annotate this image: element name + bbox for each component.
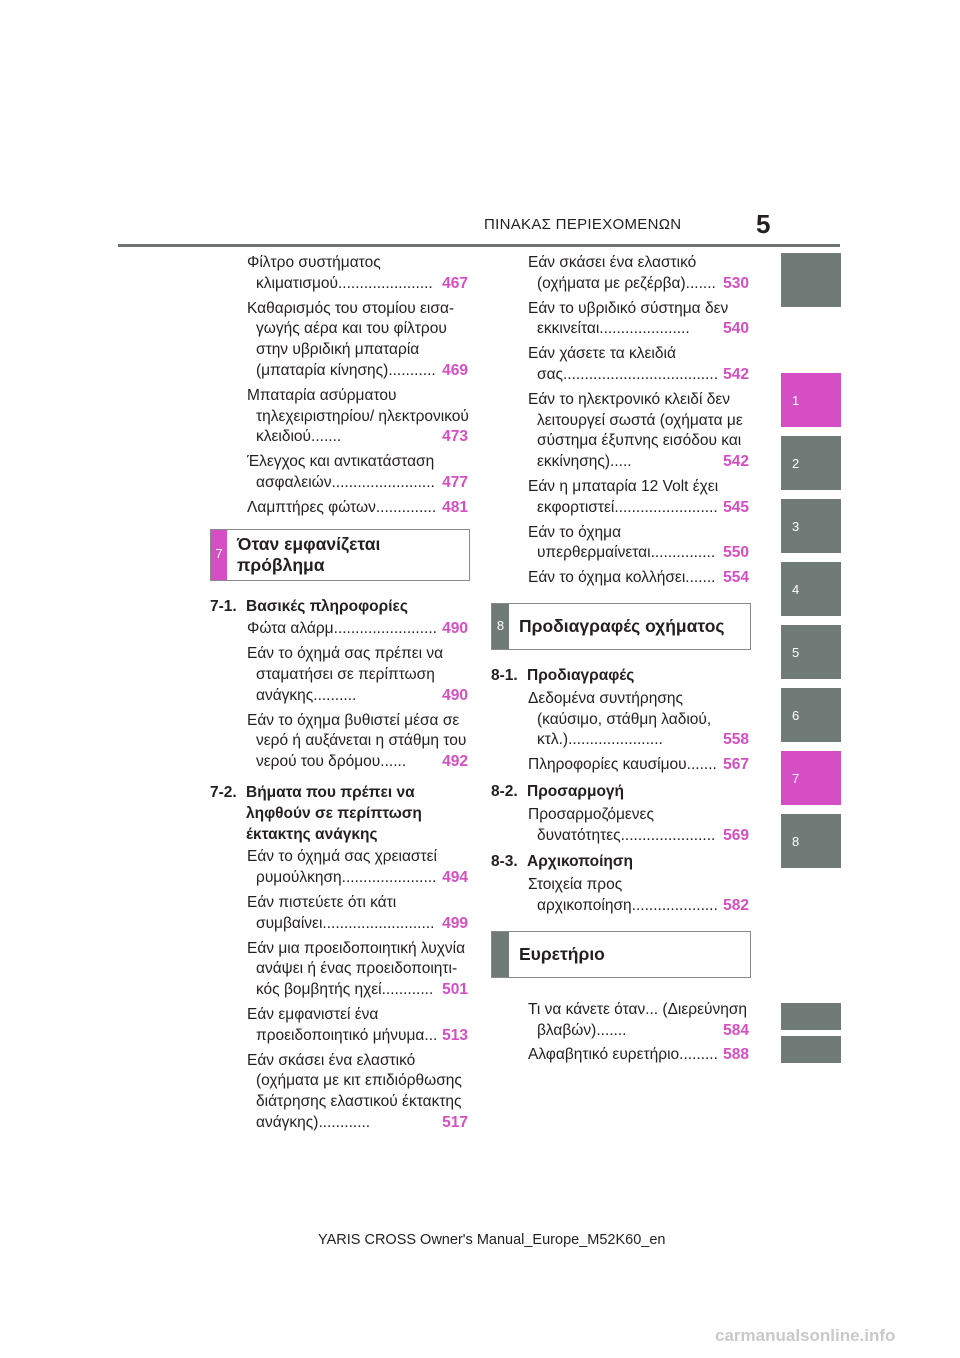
toc-entry[interactable]: Εάν σκάσει ένα ελαστικό (οχήματα με ρεζέρβα)....... 530 (491, 253, 751, 295)
page-ref: 540 (723, 320, 749, 338)
toc-entry[interactable]: Φίλτρο συστήματος κλιματισμού...................... 467 (210, 253, 470, 295)
page-ref: 542 (723, 453, 749, 471)
subsection-heading: 8-3. Αρχικοποίηση (491, 853, 633, 871)
page-ref: 550 (723, 544, 749, 562)
section-header-index[interactable] (491, 931, 751, 978)
toc-entry[interactable]: Εάν πιστεύετε ότι κάτι συμβαίνει.......................... 499 (210, 893, 470, 935)
page-ref: 469 (442, 361, 468, 379)
section-marker (492, 932, 509, 977)
page-ref: 542 (723, 365, 749, 383)
subsection-heading: 8-2. Προσαρμογή (491, 782, 625, 800)
toc-entry[interactable]: Εάν το όχημα βυθιστεί μέσα σε νερό ή αυξάνεται η στάθμη του νερού του δρόμου...... 492 (210, 711, 470, 773)
toc-entry[interactable]: Εάν το υβριδικό σύστημα δεν εκκινείται..................... 540 (491, 299, 751, 341)
page-ref: 513 (442, 1026, 468, 1044)
section-title: Όταν εμφανίζεται πρόβλημα (237, 533, 381, 575)
toc-entry[interactable]: Αλφαβητικό ευρετήριο......... 588 (491, 1045, 751, 1066)
toc-entry[interactable]: Καθαρισμός του στομίου εισαγωγής αέρα και του φίλτρου στην υβριδική μπαταρία (μπαταρία κίνησης)........... 469 (210, 299, 470, 382)
section-title: Ευρετήριο (519, 943, 605, 964)
side-tab-7[interactable]: 7 (781, 751, 841, 805)
page-ref: 492 (442, 753, 468, 771)
page-number: 5 (756, 209, 771, 239)
footer-manual-id: YARIS CROSS Owner's Manual_Europe_M52K60_en (318, 1232, 666, 1248)
page-ref: 499 (442, 914, 468, 932)
toc-entry[interactable]: Πληροφορίες καυσίμου....... 567 (491, 755, 751, 776)
toc-entry[interactable]: Λαμπτήρες φώτων.............. 481 (210, 498, 470, 519)
toc-entry[interactable]: Δεδομένα συντήρησης (καύσιμο, στάθμη λαδιού, κτλ.)...................... 558 (491, 689, 751, 751)
section-number-badge: 8 (492, 604, 509, 649)
subsection-heading: 7-2. Βήματα που πρέπει να ληφθούν σε περίπτωση έκτακτης ανάγκης (210, 783, 422, 843)
toc-entry[interactable]: Εάν το όχημά σας πρέπει να σταματήσει σε περίπτωση ανάγκης.......... 490 (210, 644, 470, 706)
toc-entry[interactable]: Εάν μια προειδοποιητική λυχνία ανάψει ή ένας προειδοποιητικός βομβητής ηχεί............ 501 (210, 939, 470, 1001)
section-header-8[interactable] (491, 603, 751, 650)
page-ref: 530 (723, 274, 749, 292)
toc-entry[interactable]: Εάν η μπαταρία 12 Volt έχει εκφορτιστεί........................ 545 (491, 477, 751, 519)
page-ref: 517 (442, 1113, 468, 1131)
toc-column-right (491, 253, 751, 1066)
page-ref: 501 (442, 981, 468, 999)
toc-entry[interactable]: Προσαρμοζόμενες δυνατότητες...................... 569 (491, 805, 751, 847)
toc-entry[interactable]: Στοιχεία προς αρχικοποίηση.................... 582 (491, 875, 751, 917)
toc-entry[interactable]: Εάν το όχημα υπερθερμαίνεται............... 550 (491, 523, 751, 565)
section-number-badge: 7 (211, 530, 227, 580)
page-ref: 490 (442, 686, 468, 704)
toc-entry[interactable]: Έλεγχος και αντικατάσταση ασφαλειών........................ 477 (210, 452, 470, 494)
toc-entry[interactable]: Εάν σκάσει ένα ελαστικό (οχήματα με κιτ επιδιόρθωσης διάτρησης ελαστικού έκτακτης ανάγκης)............ 517 (210, 1051, 470, 1134)
page-ref: 554 (723, 569, 749, 587)
page-ref: 582 (723, 896, 749, 914)
side-tab-4[interactable]: 4 (781, 562, 841, 616)
page-ref: 481 (442, 498, 468, 516)
toc-column-left (210, 253, 470, 1134)
side-tab-6[interactable]: 6 (781, 688, 841, 742)
page-ref: 473 (442, 428, 468, 446)
subsection-heading: 7-1. Βασικές πληροφορίες (210, 597, 408, 615)
page-ref: 558 (723, 731, 749, 749)
page-ref: 477 (442, 473, 468, 491)
section-title: Προδιαγραφές οχήματος (519, 615, 725, 636)
page-ref: 569 (723, 826, 749, 844)
subsection-heading: 8-1. Προδιαγραφές (491, 666, 635, 684)
section-header-7[interactable] (210, 529, 470, 581)
toc-entry[interactable]: Εάν εμφανιστεί ένα προειδοποιητικό μήνυμα... 513 (210, 1005, 470, 1047)
side-tab-8[interactable]: 8 (781, 814, 841, 868)
toc-entry[interactable]: Εάν το όχημά σας χρειαστεί ρυμούλκηση...................... 494 (210, 847, 470, 889)
page-ref: 584 (723, 1021, 749, 1039)
toc-entry[interactable]: Εάν το όχημα κολλήσει....... 554 (491, 568, 751, 589)
side-tab-1[interactable]: 1 (781, 373, 841, 427)
page-ref: 588 (723, 1046, 749, 1064)
toc-entry[interactable]: Φώτα αλάρμ........................ 490 (210, 619, 470, 640)
side-tab-blank-a[interactable] (781, 1003, 841, 1030)
side-tab-2[interactable]: 2 (781, 436, 841, 490)
side-tab-5[interactable]: 5 (781, 625, 841, 679)
page-ref: 567 (723, 756, 749, 774)
page-ref: 490 (442, 620, 468, 638)
page-ref: 494 (442, 869, 468, 887)
toc-entry[interactable]: Τι να κάνετε όταν... (Διερεύνηση βλαβών)....... 584 (491, 1000, 751, 1042)
watermark: carmanualsonline.info (715, 1326, 896, 1345)
side-tab-3[interactable]: 3 (781, 499, 841, 553)
side-tab-blank-b[interactable] (781, 1036, 841, 1063)
toc-entry[interactable]: Εάν το ηλεκτρονικό κλειδί δεν λειτουργεί σωστά (οχήματα με σύστημα έξυπνης εισόδου και εκκίνησης)..... 542 (491, 390, 751, 473)
toc-entry[interactable]: Μπαταρία ασύρματου τηλεχειριστηρίου/ ηλεκτρονικού κλειδιού....... 473 (210, 386, 470, 448)
side-tab-blank-top[interactable] (781, 253, 841, 307)
page-ref: 467 (442, 274, 468, 292)
header-rule (118, 244, 840, 247)
page-ref: 545 (723, 498, 749, 516)
toc-entry[interactable]: Εάν χάσετε τα κλειδιά σας.................................... 542 (491, 344, 751, 386)
page-header-title: ΠΙΝΑΚΑΣ ΠΕΡΙΕΧΟΜΕΝΩΝ (484, 216, 682, 233)
